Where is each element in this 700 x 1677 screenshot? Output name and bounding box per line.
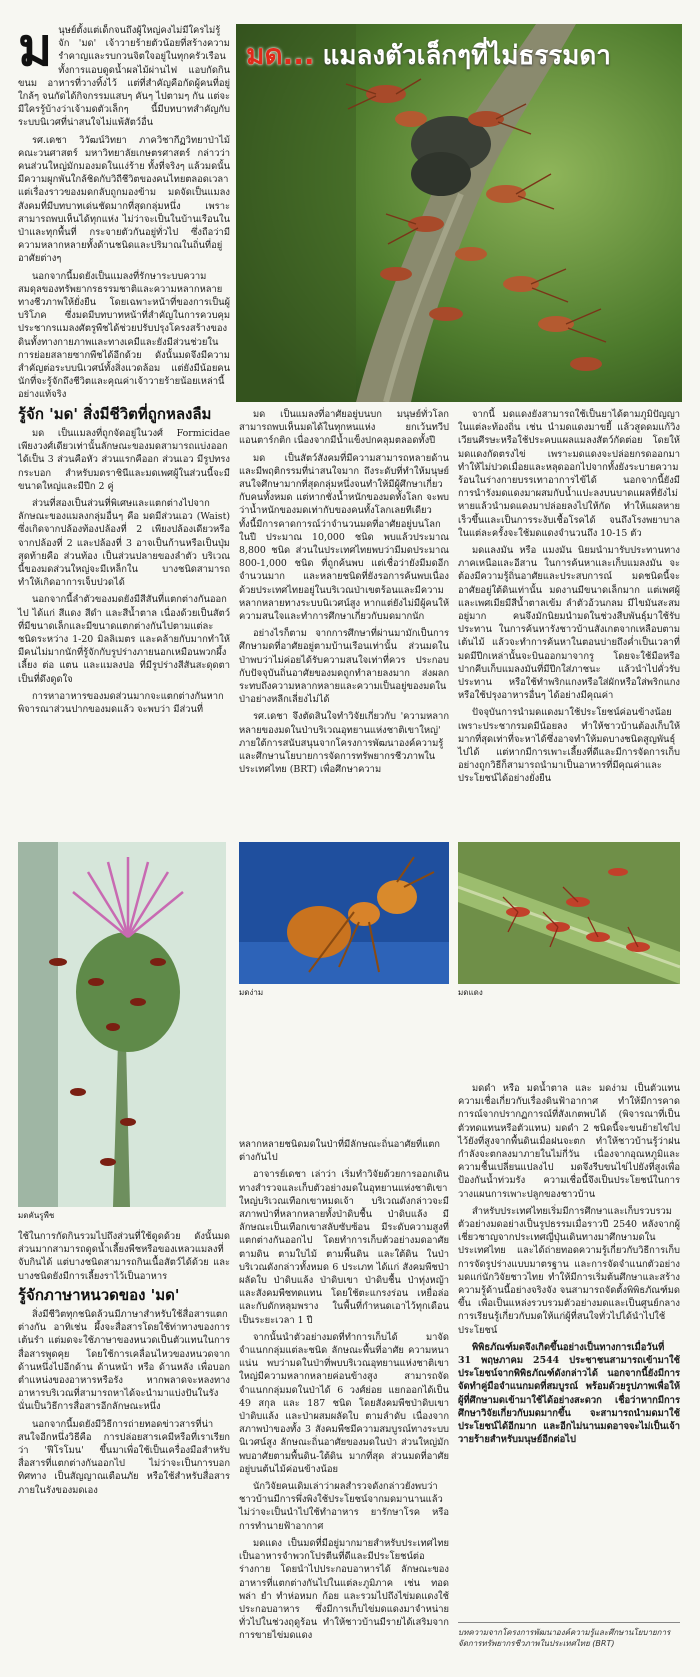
section-heading-2: รู้จักภาษาหนวดของ 'มด' [18, 1285, 180, 1304]
col2-paragraph-2: มด เป็นสัตว์สังคมที่มีความสามารถหลายด้านและมีพฤติกรรมที่น่าสนใจมาก ถึงระดับที่ทำให้มนุษย์สนใจศึกษามากที่สุดกลุ่มหนึ่งจนทำให้มีผู้ศึกษาเกี่ยวกับคนทั้งหมด แต่หากชั่งน้ำหนักของมดทั้งโลก จะพบว่าน้ำหนักของมดเท่ากับของคนทั้งโลกเลยทีเดียว ทั้งนี้มีการคาดการณ์ว่าจำนวนมดที่อาศัยอยู่บนโลกในปี ประมาณ 10,000 ชนิด พบแล้วประมาณ 8,800 ชนิด ส่วนในประเทศไทยพบว่ามีมดประมาณ 800-1,000 ชนิด ที่ถูกค้นพบ แต่เชื่อว่ายังมีมดอีกจำนวนมาก และหลายชนิดที่ยังรอการค้นพบเนื่องด้วยประเทศไทยอยู่ในบริเวณป่าเขตร้อนและมีความหลากหลายทางระบบนิเวศน์สูง หากแต่ยังไม่มีผู้คนให้ความสนใจและทำการศึกษาเกี่ยวกับมดมากนัก [239, 452, 449, 623]
col2-paragraph-7: จากนั้นนำตัวอย่างมดที่ทำการเก็บได้ มาจัดจำแนกกลุ่มแต่ละชนิด ลักษณะพื้นที่อาศัย ความหนาแน่น พบว่ามดในป่าที่พบบริเวณอุทยานแห่งชาติเขาใหญ่มีความหลากหลายค่อนข้างสูง สามารถจัดจำแนกกลุ่มมดในป่าได้ 6 วงศ์ย่อย แยกออกได้เป็น 49 สกุล และ 187 ชนิด โดยสังคมพืชป่าดิบเขา ป่าดิบแล้ง และป่าผสมผลัดใบ ตามลำดับ เนื่องจากสภาพป่าของทั้ง 3 สังคมพืชมีความสมบูรณ์ทางระบบนิเวศน์สูง ลักษณะถิ่นอาศัยของมดในป่า ส่วนใหญ่มักพบอาศัยตามพื้นดิน-ใต้ดิน มากที่สุด ส่วนมดที่อาศัยอยู่บนต้นไม้ค่อนข้างน้อย [239, 1331, 449, 1475]
section2-paragraph-1: สิ่งมีชีวิตทุกชนิดล้วนมีภาษาสำหรับใช้สื่อสารแตกต่างกัน อาทิเช่น ผึ้งจะสื่อสารโดยใช้ท่าทางของการเต้นรำ แต่มดจะใช้ภาษาของหนวดเป็นตัวแทนในการสื่อสารพูดคุย โดยใช้การเคลื่อนไหวของหนวดจากด้านหนึ่งไปอีกด้าน ด้านหน้า หรือ ด้านหลัง เพื่อบอกตำแหน่งของอาหารหรือรัง หากพลาดจะหลงทาง อาหารบริเวณที่สามารถหาได้จะนำมาแบ่งปันในรัง นั่นเป็นวิธีการสื่อสารอีกลักษณะหนึ่ง [18, 1309, 230, 1413]
intro-paragraph-1: มนุษย์ตั้งแต่เด็กจนถึงผู้ใหญ่คงไม่มีใครไม่รู้จัก 'มด' เจ้าวายร้ายตัวน้อยที่สร้างความรำคาญและรบกวนจิตใจอยู่ในทุกครัวเรือน ทั้งการแอบดูดน้ำผลไม้ผ่านไฟ แอบกัดกินขนม อาหารที่วางทิ้งไว้ แต่ที่สำคัญคือกัดผู้คนที่อยู่ใกล้ๆ จนกัดได้กิจกรรมแสบๆ คันๆ ไปตามๆ กัน แต่จะมีใครรู้บ้างว่าเจ้ามดตัวเล็กๆ นี้มีบทบาทสำคัญกับระบบนิเวศที่น่าสนใจไม่แพ้สัตว์อื่น [18, 18, 230, 129]
intro-paragraph-3: นอกจากนี้มดยังเป็นแมลงที่รักษาระบบความสมดุลของทรัพยากรธรรมชาติและความหลากหลายทางชีวภาพให้ยั่งยืน โดยเฉพาะหน้าที่ของการเป็นผู้บริโภค ซึ่งมดมีบทบาทหน้าที่สำคัญในการควบคุมประชากรแมลงศัตรูพืชได้ช่วยปรับปรุงโครงสร้างของดินทั้งทางกายภาพและทางเคมีและยังมีส่วนช่วยในการย่อยสลายซากพืชได้อีกด้วย ดังนั้นมดจึงมีความสำคัญต่อระบบนิเวศน์ทั้งสิ่งแวดล้อม แต่ยังมีน้อยคนนักที่จะรู้จักถึงชีวิตและคุณค่าเจ้าวายร้ายน้อยเหล่านี้อย่างแท้จริง [18, 270, 230, 401]
column-3 [458, 408, 680, 790]
thistle-image [18, 842, 226, 1207]
column-2 [239, 408, 449, 780]
column-2-bottom [239, 1138, 449, 1647]
column-1-top [18, 18, 230, 720]
section1-paragraph-1: มด เป็นแมลงที่ถูกจัดอยู่ในวงศ์ Formicidae เพียงวงศ์เดียวเท่านั้นลักษณะของมดสามารถแบ่งออกได้เป็น 3 ส่วนคือหัว ส่วนแรกคืออก ส่วนเอว มีรูปทรงกระบอก สำหรับมดราชินีและมดเพศผู้ในส่วนนี้จะมีขนาดใหญ่และมีปีก 2 คู่ [18, 427, 230, 492]
section2-paragraph-2: นอกจากนี้มดยังมีวิธีการถ่ายทอดข่าวสารที่น่าสนใจอีกหนึ่งวิธีคือ การปล่อยสารเคมีหรือที่เราเรียกว่า 'ฟีโรโมน' ขึ้นมาเพื่อใช้เป็นเครื่องมือสำหรับสื่อสารที่แตกต่างกันออกไป ไม่ว่าจะเป็นการบอกทิศทาง เป็นสัญญาณเตือนภัย หรือใช้สำหรับสื่อสารภายในรังของมดเอง [18, 1418, 230, 1496]
weaver-ants-photo [458, 842, 680, 984]
col2-paragraph-4: รศ.เดชา จึงตัดสินใจทำวิจัยเกี่ยวกับ 'ความหลากหลายของมดในป่าบริเวณอุทยานแห่งชาติเขาใหญ่' ภายใต้การสนับสนุนจากโครงการพัฒนาองค์ความรู้และศึกษานโยบายการจัดการทรัพยากรชีวภาพในประเทศไทย (BRT) เพื่อศึกษาความ [239, 711, 449, 776]
col2-paragraph-1: มด เป็นแมลงที่อาศัยอยู่บนบก มนุษย์ทั่วโลกสามารถพบเห็นมดได้ในทุกหนแห่ง ยกเว้นทวีปแอนตาร์กติก เนื่องจากมีน้ำแข็งปกคลุมตลอดทั้งปี [239, 409, 449, 447]
caption-weaver-ants: มดแดง [458, 988, 483, 997]
col3-paragraph-2: มดแลงมัน หรือ แมงมัน นิยมนำมารับประทานทางภาคเหนือและอีสาน ในการค้นหาและเก็บแมลงมัน จะต้องมีความรู้ถิ่นอาศัยและประสบการณ์ มดชนิดนี้จะอาศัยอยู่ใต้ดินเท่านั้น มดงานมีขนาดเล็กมาก แต่เพศผู้และเพศเมียมีสีน้ำตาลเข้ม ลำตัวอ้วนกลม มีไขมันสะสมอยู่มาก คนจึงมักนิยมนำมดในช่วงสืบพันธุ์มาใช้รับประทาน ในการค้นหารังชาวบ้านสังเกตจากเหลือบตามเต้นไม้ แล้วจะทำการค้นหาในตอนบ่ายถึงค่ำเป็นเวลาที่มดมีปีกเหล่านั้นจะบินออกมาจากรู โดยจะใช้มือหรือปากคีบเก็บแมลงมันที่มีปีกใส่ภาชนะ แล้วนำไปคั่วรับประทาน หรือใช้ทำพริกแกงหรือใส่ผักหรือใส่พริกแกงหรือใช้ปรุงอาหารอื่นๆ ได้อย่างมีคุณค่า [458, 545, 680, 702]
column-1-bottom [18, 1230, 230, 1501]
caption-single-ant: มดง่าม [239, 988, 264, 997]
section1-paragraph-3: นอกจากนี้ลำตัวของมดยังมีสีสันที่แตกต่างกันออกไป ได้แก่ สีแดง สีดำ และสีน้ำตาล เนื่องด้วยเป็นสัตว์ที่มีขนาดเล็กและมีขนาดแตกต่างกันไปตามแต่ละชนิดระหว่าง 1-20 มิลลิเมตร และคล้ายกับมากทำให้มีคนไม่มากนักที่รู้จักกับรูปร่างภายนอกเหมือนพวกผึ้งเลี้ยง ต่อ แตน และแมลงปอ ที่มีรูปร่างสีสันสะดุดตาเป็นที่ดึงดูดใจ [18, 594, 230, 685]
caption-thistle: มดคันรูพืช [18, 1211, 55, 1220]
col3-paragraph-4: มดดำ หรือ มดน้ำตาล และ มดง่าม เป็นตัวแทนความเชื่อเกี่ยวกับเรื่องดินฟ้าอากาศ ทำให้มีการคาดการณ์จากปรากฏการณ์ที่สังเกตพบได้ (พิจารณาที่เป็นตัวทดแทนหรือตัวแทน) มดดำ 2 ชนิดนี้จะขนย้ายไข่ไปไว้ยังที่สูงจากพื้นดินเมื่อฝนจะตก ทำให้ชาวบ้านรู้ว่าฝนกำลังจะตกลงมาภายในไม่กี่วัน เนื่องจากอุณหภูมิและความชื้นเปลี่ยนแปลงไป มดจึงรีบขนไข่ไปยังที่สูงเพื่อป้องกันน้ำท่วมรัง ความเชื่อนี้จึงเป็นประโยชน์ในการวางแผนการเพาะปลูกของชาวบ้าน [458, 1083, 680, 1200]
col2-paragraph-6: อาจารย์เดชา เล่าว่า เริ่มทำวิจัยด้วยการออกเดินทางสำรวจและเก็บตัวอย่างมดในอุทยานแห่งชาติเขาใหญ่บริเวณเทือกเขาหมดเจ้า บริเวณดังกล่าวจะมีสภาพป่าที่หลากหลายทั้งป่าดิบชื้น ป่าดิบแล้ง มีลักษณะเป็นเทือกเขาสลับซับซ้อน มีระดับความสูงที่แตกต่างกันออกไป โดยทำการเก็บตัวอย่างมดอาศัยตามดิน ตามใบไม้ ตามพื้นดิน และใต้ดิน ในป่าบริเวณดังกล่าวทั้งหมด 6 ประเภท ได้แก่ สังคมพืชป่าผลัดใบ ป่าดิบแล้ง ป่าดิบเขา ป่าดิบชื้น ป่าทุ่งหญ้า และสังคมพืชทดแทน โดยใช้ตะแกรงร่อน เหยื่อล่อและกับดักหลุมพราง ในพื้นที่กำหนดเอาไว้ทุกเดือน เป็นระยะเวลา 1 ปี [239, 1169, 449, 1326]
footnote: บทความจากโครงการพัฒนาองค์ความรู้และศึกษานโยบายการจัดการทรัพยากรชีวภาพในประเทศไทย (BRT) [458, 1622, 680, 1649]
hero-image [236, 24, 682, 402]
col2-paragraph-3: อย่างไรก็ตาม จากการศึกษาที่ผ่านมามักเป็นการศึกษามดที่อาศัยอยู่ตามบ้านเรือนเท่านั้น ส่วนมดในป่าพบว่าไม่ค่อยได้รับความสนใจเท่าที่ควร ประกอบกับปัจจุบันถิ่นอาศัยของมดถูกทำลายลงมาก ส่งผลกระทบถึงความหลากหลายและความเป็นอยู่ของมดในป่าอย่างหลีกเลี่ยงไม่ได้ [239, 628, 449, 706]
section1-paragraph-4: การหาอาหารของมดส่วนมากจะแตกต่างกันหากพิจารณาส่วนปากของมดแล้ว จะพบว่า มีส่วนที่ [18, 690, 224, 715]
dropcap: ม [18, 18, 53, 78]
col3-paragraph-1: จากนี้ มดแดงยังสามารถใช้เป็นยาได้ตามภูมิปัญญาในแต่ละท้องถิ่น เช่น นำมดแดงมาขยี้ แล้วสูดดมแก้วิงเวียนศีรษะหรือใช้ประคบแผลแมลงสัตว์กัดต่อย โดยให้มดแดงกัดตรงไข่ เพราะมดแดงจะปล่อยกรดออกมาทำให้ไม่ปวดเมื่อยและหลุดออกไปจากทั้งยังระบายความร้อนในร่างกายบรรเทาอาการไข้ได้ นอกจากนี้ยังมีการนำรังมดแดงมาผสมกับน้ำแปะลงบนบาดแผลที่ยังไม่หายแล้วนำมดแดงมาปล่อยลงไปให้กัด ทำให้แผลหายเร็วขึ้นและเป็นการระงับเชื้อโรคได้ จนถึงโรงพยาบาล ในแต่ละครั้งจะใช้มดแดงจำนวนถึง 10-15 ตัว [458, 409, 680, 539]
col2-paragraph-5: หลากหลายชนิดมดในป่าที่มีลักษณะถิ่นอาศัยที่แตกต่างกันไป [239, 1139, 440, 1164]
section-heading-1: รู้จัก 'มด' สิ่งมีชีวิตที่ถูกหลงลืม [18, 404, 212, 423]
col2-paragraph-9: มดแดง เป็นมดที่มีอยู่มากมายสำหรับประเทศไทยเป็นอาหารจำพวกโปรตีนที่ดีและมีประโยชน์ต่อร่างกาย โดยนำไปประกอบอาหารได้ ลักษณะของอาหารที่แตกต่างกันไปในแต่ละภูมิภาค เช่น ทอด พล่า ยำ ทำห่อหมก ก้อย และรวมไปถึงไข่มดแดงใช้ประกอบอาหาร ซึ่งมีการเก็บไข่มดแดงมาจำหน่ายทั่วไปในช่วงฤดูร้อน ทำให้ชาวบ้านมีรายได้เสริมจากการขายไข่มดแดง [239, 1537, 449, 1642]
red-ants-on-branch-image [236, 24, 682, 402]
hero-title-red: มด... [246, 38, 315, 71]
ants-on-thistle-photo [18, 842, 226, 1207]
weaver-ants-image [458, 842, 680, 984]
col3-paragraph-3: ปัจจุบันการนำมดแดงมาใช้ประโยชน์ค่อนข้างน้อย เพราะประชากรมดมีน้อยลง ทำให้ชาวบ้านต้องเก็บให้มากที่สุดเท่าที่จะหาได้ซึ่งอาจทำให้มดบางชนิดสูญพันธุ์ไปได้ แต่หากมีการเพาะเลี้ยงที่ดีและมีการจัดการเก็บอย่างถูกวิธีก็สามารถนำมาเป็นอาหารที่มีคุณค่าและประโยชน์ได้อย่างยั่งยืน [458, 707, 680, 785]
col3-paragraph-6: พิพิธภัณฑ์มดจึงเกิดขึ้นอย่างเป็นทางการเมื่อวันที่ 31 พฤษภาคม 2544 ประชาชนสามารถเข้ามาใช้ประโยชน์จากพิพิธภัณฑ์ดังกล่าวได้ นอกจากนี้ยังมีการจัดทำคู่มือจำแนกมดที่สมบูรณ์ พร้อมด้วยรูปภาพเพื่อให้ผู้ที่ศึกษามดเข้ามาใช้ได้อย่างสะดวก เชื่อว่าหากมีการศึกษาวิจัยเกี่ยวกับมดมากขึ้น จะสามารถนำมดมาใช้ประโยชน์ได้อีกมาก และอีกไม่นานมดอาจจะไม่เป็นเจ้าวายร้ายสำหรับมนุษย์อีกต่อไป [458, 1341, 680, 1446]
intro-paragraph-2: รศ.เดชา วิวัฒน์วิทยา ภาควิชากีฏวิทยาป่าไม้ คณะวนศาสตร์ มหาวิทยาลัยเกษตรศาสตร์ กล่าวว่า คนส่วนใหญ่มักมองมดในแง่ร้าย ทั้งที่จริงๆ แล้วมดนั้นมีความผูกพันใกล้ชิดกับวิถีชีวิตของคนไทยตลอดเวลาแต่เรื่องราวของมดกลับถูกมองข้าม มดจัดเป็นแมลงสังคมที่มีบทบาทเด่นชัดมากที่สุดกลุ่มหนึ่ง เพราะสามารถพบเห็นได้ทุกแห่ง ไม่ว่าจะเป็นในบ้านเรือนในป่าและทุกพื้นที่ กระจายตัวกันอยู่ทั่วไป ซึ่งถือว่ามีความหลากหลายทั้งด้านชนิดและปริมาณในถิ่นที่อยู่อาศัยต่างๆ [18, 134, 230, 265]
single-ant-photo [239, 842, 449, 984]
orange-ant-image [239, 842, 449, 984]
section2-intro: ใช้ในการกัดกินรวมไปถึงส่วนที่ใช้ดูดด้วย ดังนั้นมดส่วนมากสามารถดูดน้ำเลี้ยงพืชหรือของเหลวแมลงที่จับกินได้ แต่บางชนิดสามารถกินเนื้อสัตว์ได้ด้วย และบางชนิดยังมีการเลี้ยงราไว้เป็นอาหาร [18, 1231, 230, 1282]
hero-title-white: แมลงตัวเล็กๆที่ไม่ธรรมดา [322, 40, 611, 71]
column-3-bottom [458, 1082, 680, 1450]
col2-paragraph-8: นักวิจัยคนเดิมเล่าว่าผลสำรวจดังกล่าวยังพบว่า ชาวบ้านมีการพึ่งพิงใช้ประโยชน์จากมดมานานแล้ว ไม่ว่าจะเป็นนำไปใช้ทำอาหาร ยารักษาโรค หรือ การทำนายฟ้าอากาศ [239, 1481, 449, 1532]
section1-paragraph-2: ส่วนที่สองเป็นส่วนที่พิเศษและแตกต่างไปจากลักษณะของแมลงกลุ่มอื่นๆ คือ มดมีส่วนเอว (Waist) ซึ่งเกิดจากปล้องท้องปล้องที่ 2 เพียงปล้องเดียวหรือจากปล้องที่ 2 และปล้องที่ 3 อาจเป็นก้านหรือเป็นปุ่ม สุดท้ายคือ ส่วนท้อง เป็นส่วนปลายของลำตัว บริเวณนี้ของมดส่วนใหญ่จะมีเหล็กใน บางชนิดสามารถทำให้เกิดอาการเจ็บปวดได้ [18, 497, 230, 589]
hero-title [236, 32, 682, 78]
col3-paragraph-5: สำหรับประเทศไทยเริ่มมีการศึกษาและเก็บรวบรวมตัวอย่างมดอย่างเป็นรูปธรรมเมื่อราวปี 2540 หลังจากผู้เชี่ยวชาญจากประเทศญี่ปุ่นเดินทางมาศึกษามดในประเทศไทย และได้ถ่ายทอดความรู้เกี่ยวกับวิธีการเก็บ การจัดรูปร่างแบบมาตรฐาน และการจัดจำแนกตัวอย่างมดแก่นักวิจัยชาวไทย ทำให้มีการเริ่มต้นศึกษาและสร้างความรู้ด้านนี้อย่างจริงจัง จนสามารถจัดตั้งพิพิธภัณฑ์มดขึ้น เพื่อเป็นแหล่งรวบรวมตัวอย่างมดและเป็นศูนย์กลางการเรียนรู้เกี่ยวกับมดให้แก่ผู้ที่สนใจทั่วไปได้นำไปใช้ประโยชน์ [458, 1205, 680, 1336]
